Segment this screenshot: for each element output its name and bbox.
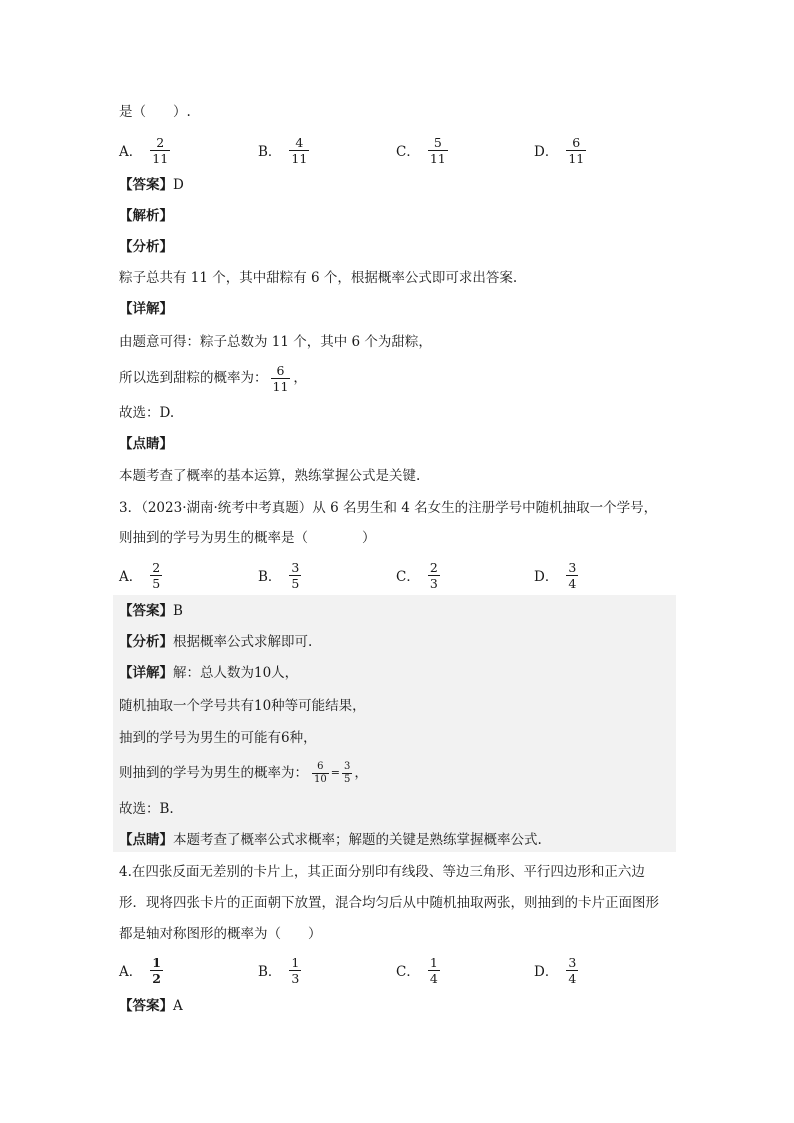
q4-answer: 【答案】A — [119, 998, 183, 1014]
fraction: $\frac{6}{10}$ — [314, 760, 327, 785]
q3-line-c: 则抽到的学号为男生的概率为： $\frac{6}{10}$ = $\frac{3}{5}$ ， — [119, 760, 368, 785]
q2-option-b: B． $\frac{4}{11}$ — [258, 134, 308, 166]
q2-dianjing-text: 本题考查了概率的基本运算，熟练掌握公式是关键. — [119, 468, 421, 484]
fraction: $\frac{3}{4}$ — [568, 954, 577, 986]
q2-option-c: C． $\frac{5}{11}$ — [396, 134, 446, 166]
fraction: $\frac{1}{4}$ — [429, 954, 438, 986]
q2-stem-tail: 是（ ）. — [119, 104, 191, 120]
q3-answer: 【答案】B — [119, 603, 183, 619]
q3-stem-line2: 则抽到的学号为男生的概率是（ ） — [119, 530, 376, 546]
fraction: $\frac{3}{5}$ — [343, 760, 351, 785]
q4-options — [119, 950, 679, 990]
fraction: $\frac{6}{11}$ — [272, 362, 289, 394]
fraction: $\frac{5}{11}$ — [429, 134, 446, 166]
fraction: $\frac{3}{5}$ — [291, 559, 300, 591]
q4-stem-line2: 形．现将四张卡片的正面朝下放置，混合均匀后从中随机抽取两张，则抽到的卡片正面图形 — [119, 895, 659, 911]
q2-options — [119, 130, 679, 170]
q2-jiexi-tag: 【解析】 — [119, 208, 173, 224]
q2-option-d: D． $\frac{6}{11}$ — [534, 134, 585, 166]
q3-line-b: 抽到的学号为男生的可能有6种， — [119, 730, 317, 746]
q2-xiangjie-line1: 由题意可得：粽子总数为 11 个，其中 6 个为甜粽， — [119, 334, 432, 350]
q2-option-a: A． $\frac{2}{11}$ — [119, 134, 169, 166]
q3-xiangjie: 【详解】解：总人数为10人， — [119, 665, 299, 681]
q4-option-d: D． $\frac{3}{4}$ — [534, 954, 577, 986]
q3-option-c: C． $\frac{2}{3}$ — [396, 559, 438, 591]
q3-dianjing: 【点睛】本题考查了概率公式求概率；解题的关键是熟练掌握概率公式. — [119, 832, 542, 848]
fraction: $\frac{1}{3}$ — [291, 954, 300, 986]
fraction: $\frac{1}{2}$ — [152, 954, 161, 986]
fraction: $\frac{2}{5}$ — [152, 559, 161, 591]
q4-option-b: B． $\frac{1}{3}$ — [258, 954, 300, 986]
q3-options — [119, 555, 679, 595]
q4-stem-line1: 4.在四张反面无差别的卡片上，其正面分别印有线段、等边三角形、平行四边形和正六边 — [119, 864, 645, 880]
q2-fenxi-text: 粽子总共有 11 个，其中甜粽有 6 个，根据概率公式即可求出答案. — [119, 270, 518, 286]
q3-stem-line1: 3．（2023·湖南·统考中考真题）从 6 名男生和 4 名女生的注册学号中随机抽取一个学号， — [119, 500, 658, 516]
q4-option-a: A． $\frac{1}{2}$ — [119, 954, 161, 986]
fraction: $\frac{2}{3}$ — [429, 559, 438, 591]
fraction: $\frac{4}{11}$ — [291, 134, 308, 166]
q2-xiangjie-tag: 【详解】 — [119, 301, 173, 317]
q2-xiangjie-line2: 所以选到甜粽的概率为： $\frac{6}{11}$ ， — [119, 362, 307, 394]
q4-option-c: C． $\frac{1}{4}$ — [396, 954, 438, 986]
q3-option-b: B． $\frac{3}{5}$ — [258, 559, 300, 591]
fraction: $\frac{3}{4}$ — [568, 559, 577, 591]
q3-line-a: 随机抽取一个学号共有10种等可能结果， — [119, 698, 366, 714]
q2-dianjing-tag: 【点睛】 — [119, 436, 173, 452]
q3-line-d: 故选：B. — [119, 801, 174, 817]
q3-fenxi: 【分析】根据概率公式求解即可. — [119, 634, 313, 650]
q2-xiangjie-line3: 故选：D. — [119, 405, 175, 421]
fraction: $\frac{2}{11}$ — [152, 134, 169, 166]
fraction: $\frac{6}{11}$ — [568, 134, 585, 166]
q4-stem-line3: 都是轴对称图形的概率为（ ） — [119, 926, 322, 942]
q2-fenxi-tag: 【分析】 — [119, 239, 173, 255]
q3-option-a: A． $\frac{2}{5}$ — [119, 559, 161, 591]
q3-option-d: D． $\frac{3}{4}$ — [534, 559, 577, 591]
q2-answer: 【答案】D — [119, 177, 184, 193]
